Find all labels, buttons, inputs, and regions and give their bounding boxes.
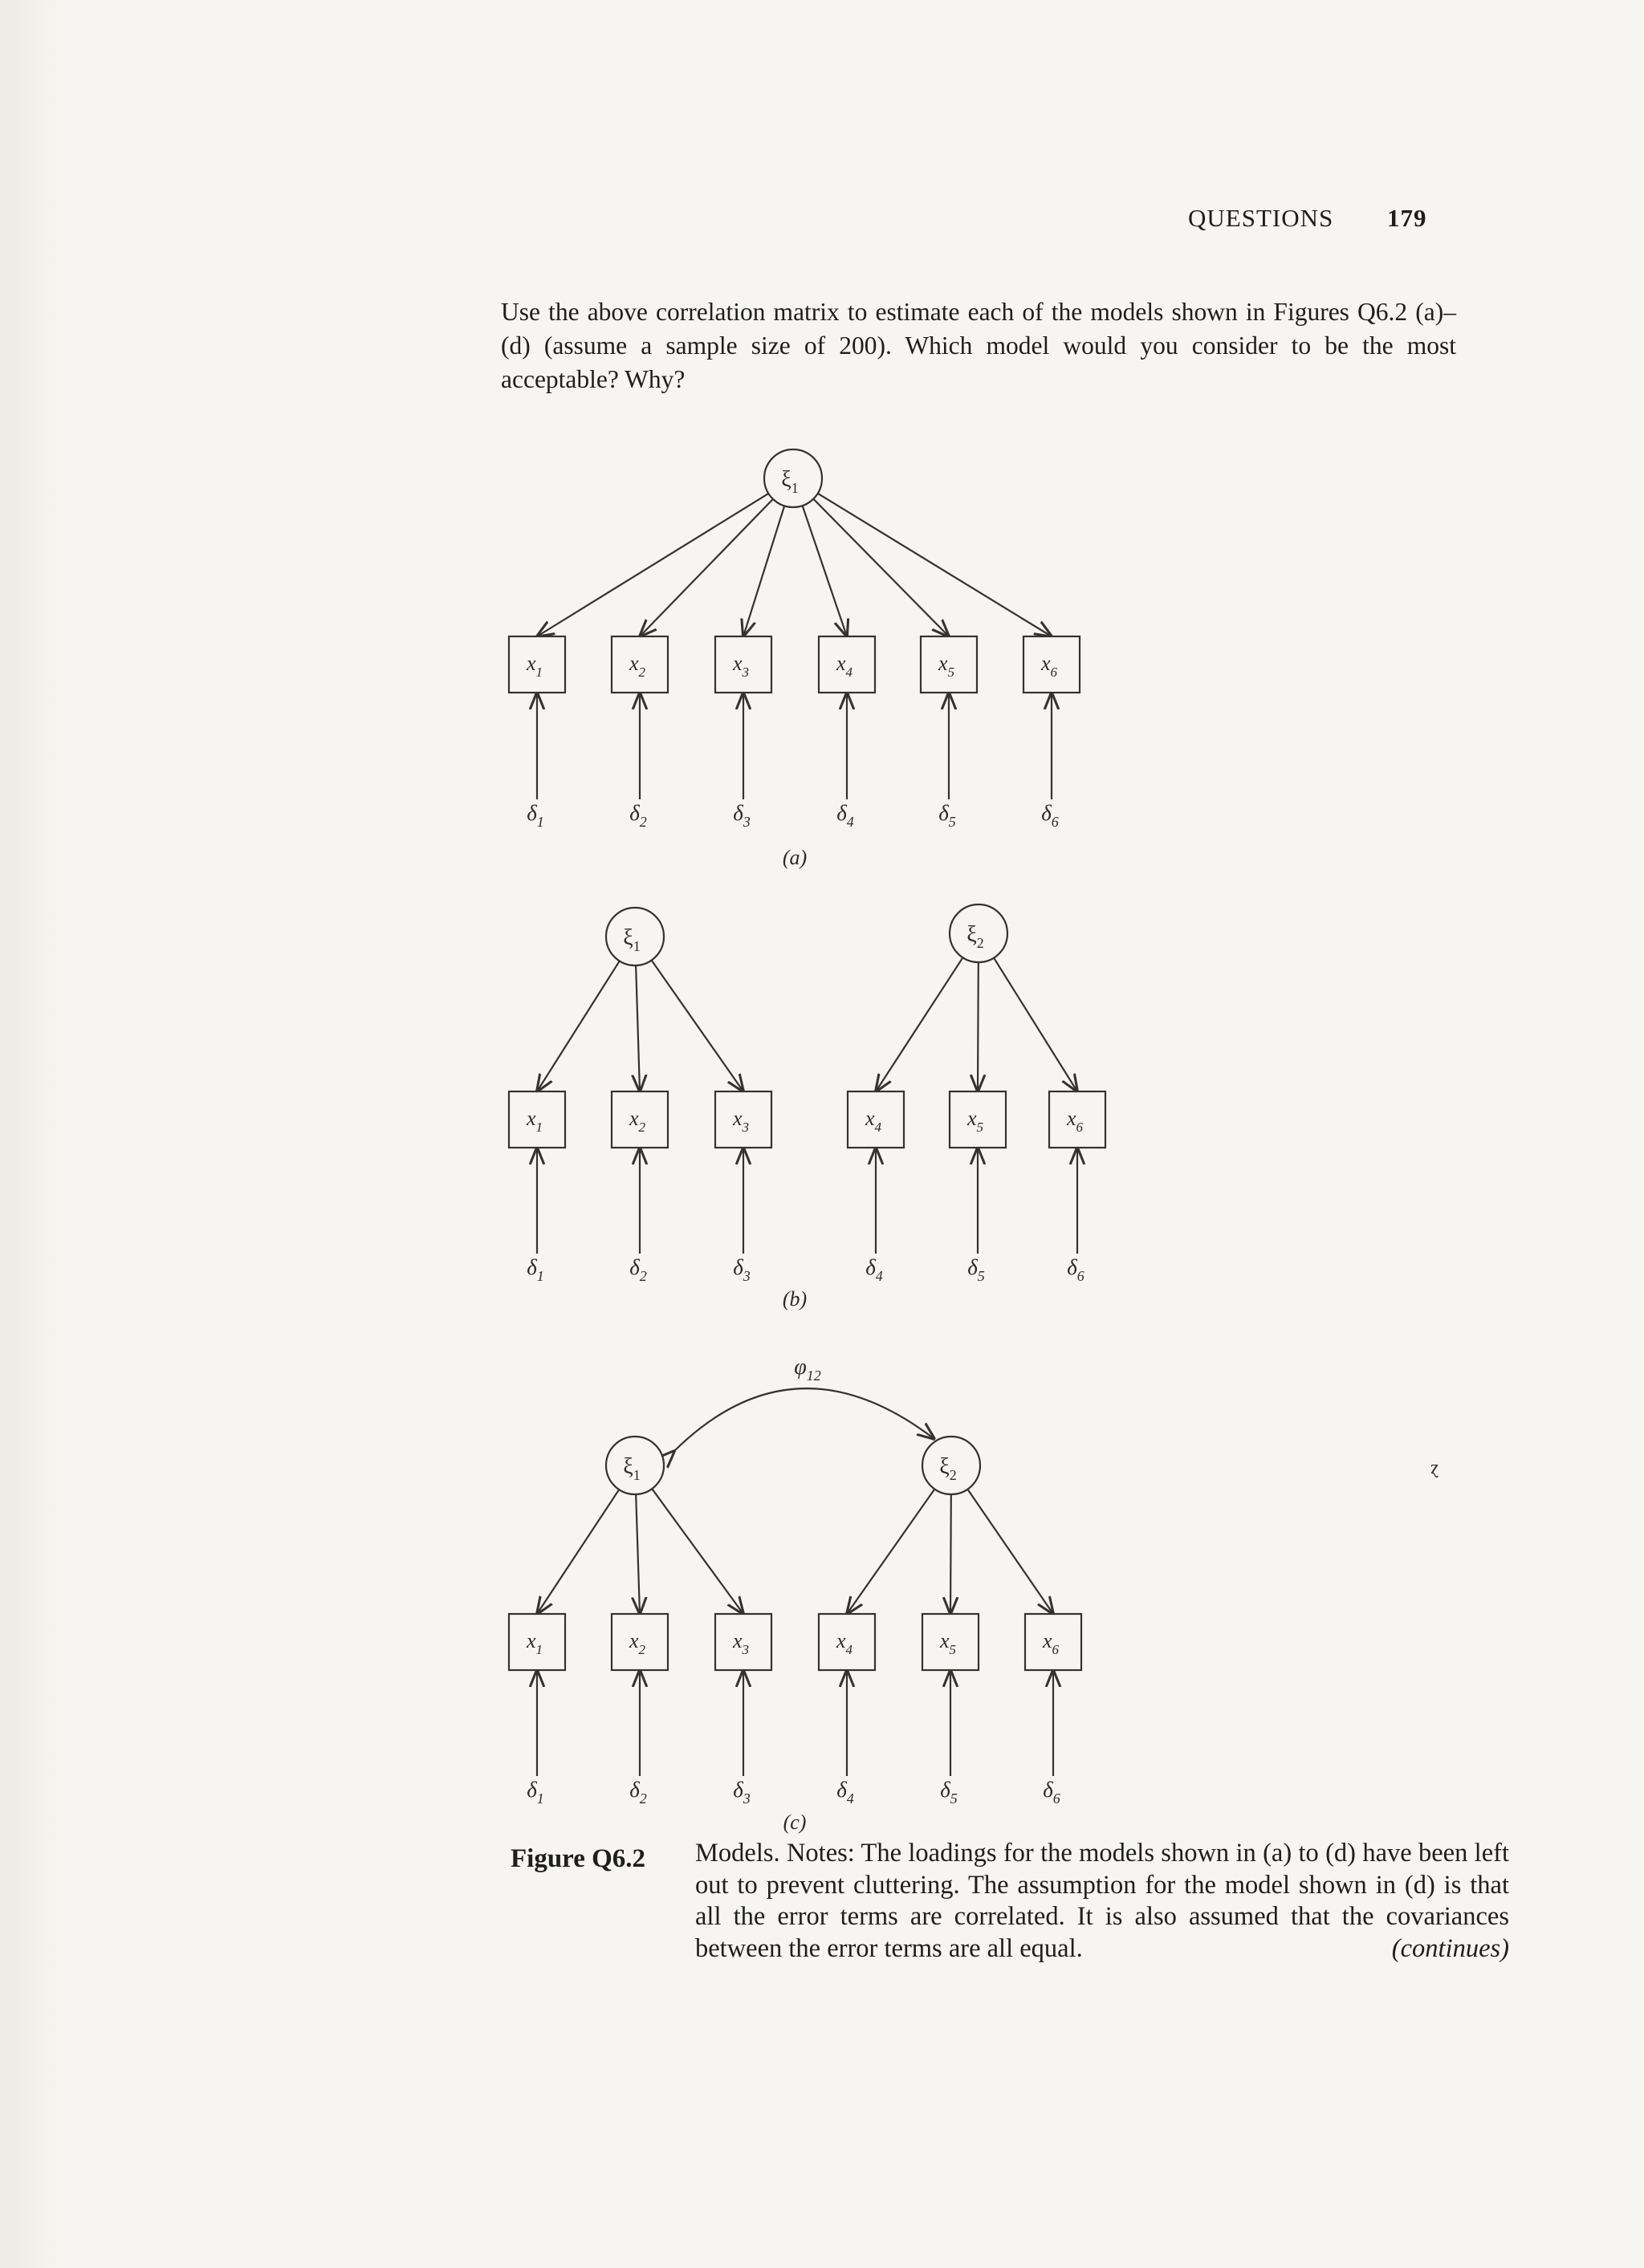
error-label-delta-2: $\delta_2$ <box>629 1778 647 1807</box>
error-label-delta-1: $\delta_1$ <box>527 1255 544 1284</box>
error-label-delta-3: $\delta_3$ <box>733 1778 751 1807</box>
question-text: Use the above correlation matrix to estimate each of the models shown in Figures Q6.2 (a)–(d) (assume a sample size of 200). Which model would you consider to be the most acceptable? Why? <box>501 298 1456 393</box>
error-label-delta-4: $\delta_4$ <box>836 801 854 830</box>
loading-path <box>813 499 949 636</box>
figure-panel-b <box>509 904 1105 1311</box>
stray-mark: ɀ <box>1430 1457 1439 1478</box>
error-label-delta-1: $\delta_1$ <box>527 801 544 830</box>
indicator-label-x-6: $x_6$ <box>1040 652 1058 680</box>
continues-note: (continues) <box>1391 1933 1509 1963</box>
figure-caption-body: Models. Notes: The loadings for the models shown in (a) to (d) have been left out to prevent cluttering. The assumption for the model shown in (d) is that all the error terms are correlated. It is also assumed that the covariances between the error terms are all equal. <box>695 1839 1509 1963</box>
loading-path <box>950 1494 951 1614</box>
indicator-label-x-5: $x_5$ <box>939 1629 957 1657</box>
error-label-delta-4: $\delta_4$ <box>865 1255 883 1284</box>
loading-path <box>876 957 962 1091</box>
loading-path <box>537 1490 619 1614</box>
indicator-label-x-1: $x_1$ <box>526 1107 543 1135</box>
figure-panel-a <box>509 449 1080 869</box>
latent-factor-circle <box>764 449 822 507</box>
panel-label: (a) <box>782 846 808 869</box>
page-number: 179 <box>1386 204 1427 232</box>
loading-path <box>636 1494 640 1614</box>
loading-path <box>967 1490 1053 1614</box>
latent-factor-circle <box>606 1437 664 1494</box>
error-label-delta-1: $\delta_1$ <box>527 1778 544 1807</box>
indicator-label-x-4: $x_4$ <box>836 1629 853 1657</box>
loading-path <box>818 494 1052 636</box>
indicator-label-x-2: $x_2$ <box>629 1629 646 1657</box>
latent-factor-circle <box>950 904 1007 962</box>
error-label-delta-2: $\delta_2$ <box>629 801 647 830</box>
indicator-label-x-6: $x_6$ <box>1042 1629 1060 1657</box>
indicator-label-x-3: $x_3$ <box>732 1107 750 1135</box>
latent-factor-circle <box>922 1437 980 1494</box>
loading-path <box>640 499 773 636</box>
indicator-label-x-1: $x_1$ <box>526 1629 543 1657</box>
running-head-section: QUESTIONS <box>1188 204 1334 232</box>
indicator-label-x-2: $x_2$ <box>629 652 646 680</box>
error-label-delta-3: $\delta_3$ <box>733 1255 751 1284</box>
indicator-label-x-5: $x_5$ <box>938 652 955 680</box>
error-label-delta-6: $\delta_6$ <box>1067 1255 1084 1284</box>
error-label-delta-5: $\delta_5$ <box>940 1778 958 1807</box>
indicator-label-x-4: $x_4$ <box>865 1107 882 1135</box>
loading-path <box>652 960 743 1091</box>
figure-caption-label: Figure Q6.2 <box>511 1844 646 1873</box>
error-label-delta-5: $\delta_5$ <box>967 1255 985 1284</box>
factor-label-xi-1: $\xi_1$ <box>623 1454 641 1483</box>
loading-path <box>994 958 1077 1091</box>
panel-label: (b) <box>782 1287 808 1311</box>
factor-correlation-arc <box>674 1388 934 1451</box>
factor-label-xi-1: $\xi_1$ <box>623 925 641 954</box>
error-label-delta-6: $\delta_6$ <box>1043 1778 1060 1807</box>
error-label-delta-5: $\delta_5$ <box>938 801 956 830</box>
error-label-delta-2: $\delta_2$ <box>629 1255 647 1284</box>
indicator-label-x-6: $x_6$ <box>1066 1107 1084 1135</box>
error-label-delta-3: $\delta_3$ <box>733 801 751 830</box>
loading-path <box>636 965 640 1091</box>
loading-path <box>743 506 784 636</box>
factor-label-xi-2: $\xi_2$ <box>966 922 984 951</box>
indicator-label-x-3: $x_3$ <box>732 1629 750 1657</box>
error-label-delta-4: $\delta_4$ <box>836 1778 854 1807</box>
indicator-label-x-4: $x_4$ <box>836 652 853 680</box>
loading-path <box>537 961 620 1091</box>
indicator-label-x-3: $x_3$ <box>732 652 750 680</box>
figure-panel-c <box>509 1355 1081 1834</box>
loading-path <box>652 1489 743 1614</box>
factor-label-xi-2: $\xi_2$ <box>939 1454 957 1483</box>
figure-caption-text <box>695 1838 1509 1965</box>
phi-12-label: $\varphi_{12}$ <box>794 1355 821 1384</box>
loading-path <box>978 962 979 1091</box>
error-label-delta-6: $\delta_6$ <box>1041 801 1059 830</box>
latent-factor-circle <box>606 908 664 965</box>
indicator-label-x-1: $x_1$ <box>526 652 543 680</box>
loading-path <box>847 1489 934 1614</box>
loading-path <box>537 494 768 636</box>
panel-label: (c) <box>783 1811 807 1834</box>
indicator-label-x-5: $x_5$ <box>966 1107 984 1135</box>
indicator-label-x-2: $x_2$ <box>629 1107 646 1135</box>
factor-label-xi-1: $\xi_1$ <box>781 467 799 496</box>
